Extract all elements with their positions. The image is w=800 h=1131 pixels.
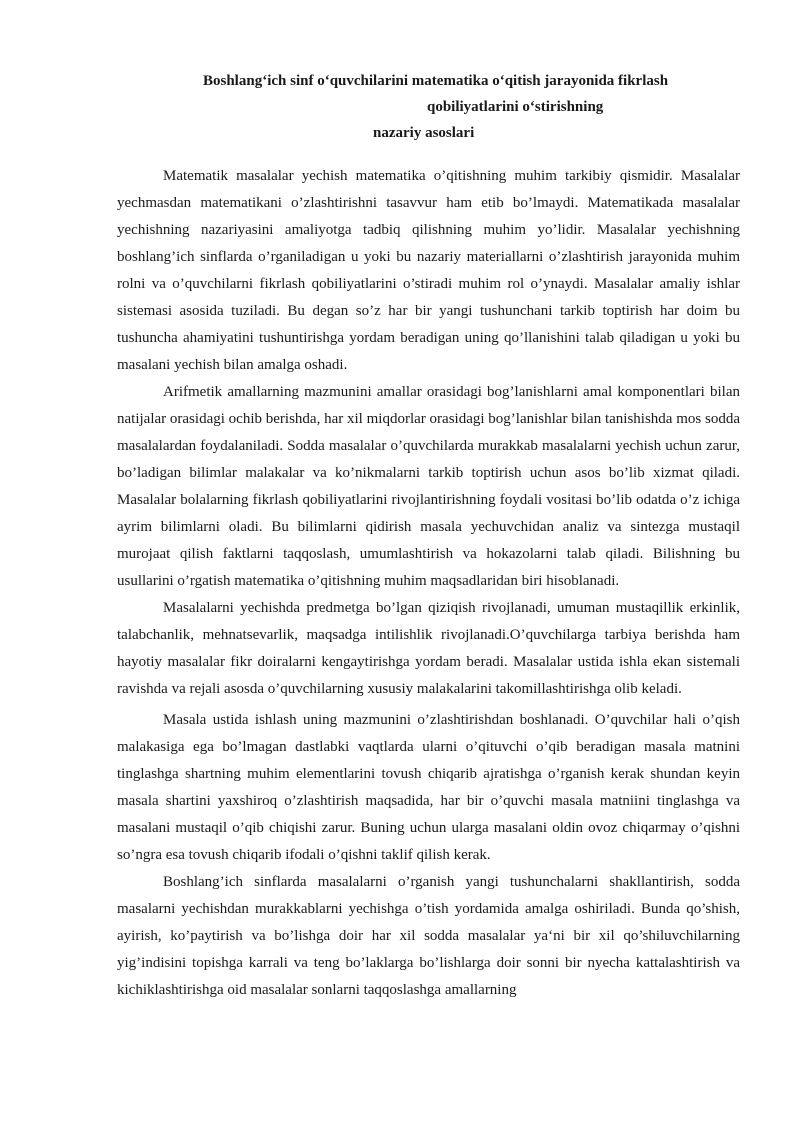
document-title [117, 68, 740, 146]
paragraph-2: Arifmetik amallarning mazmunini amallar orasidagi bog’lanishlarni amal komponentlari bilan natijalar orasidagi ochib berishda, har xil miqdorlar orasidagi bog’lanishlar bilan tanishishda mos sodda masalalardan foydalaniladi. Sodda masalalar o’quvchilarda murakkab masalalarni yechish uchun zarur, bo’ladigan bilimlar malakalar va ko’nikmalarni tarkib toptirish uchun asos bo’lib xizmat qiladi. Masalalar bolalarning fikrlash qobiliyatlarini rivojlantirishning foydali vositasi bo’lib odatda o’z ichiga ayrim bilimlarni oladi. Bu bilimlarni qidirish masala yechuvchidan analiz va sintezga mustaqil murojaat qilish faktlarni taqqoslash, umumlashtirish va hokazolarni talab qiladi. Bilishning bu usullarini o’rgatish matematika o’qitishning muhim maqsadlaridan biri hisoblanadi. [117, 384, 740, 589]
title-line-1: Boshlang‘ich sinf o‘quvchilarini matematika o‘qitish jarayonida fikrlash [203, 73, 669, 89]
document-body [117, 163, 740, 1004]
paragraph-5: Boshlang’ich sinflarda masalalarni o’rganish yangi tushunchalarni shakllantirish, sodda masalarni yechishdan murakkablarni yechishga o’tish yordamida amalga oshiriladi. Bunda qo’shish, ayirish, ko’paytirish va bo’lishga doir har xil sodda masalalar ya‘ni bir xil qo’shiluvchilarning yig’indisini topishga karrali va teng bo’laklarga bo’lishlarga doir sonni bir nyecha kattalashtirish va kichiklashtirishga oid masalalar sonlarni taqqoslashga amallarning [117, 874, 740, 998]
paragraph-1: Matematik masalalar yechish matematika o’qitishning muhim tarkibiy qismidir. Masalalar yechmasdan matematikani o’zlashtirishni tasavvur ham etib bo’lmaydi. Matematikada masalalar yechishning nazariyasini amaliyotga tadbiq qilishning muhim yo’lidir. Masalalar yechishning boshlang’ich sinflarda o’rganiladigan u yoki bu nazariy materiallarni o’zlashtirish jarayonida muhim rolni va o’quvchilarni fikrlash qobiliyatlarini o’stiradi muhim rol o’ynaydi. Masalalar amaliy ishlar sistemasi asosida tuziladi. Bu degan so’z har bir yangi tushunchani tarkib toptirish har doim bu tushuncha ahamiyatini tushuntirishga yordam beradigan uning qo’llanishini talab qiladigan u yoki bu masalani yechish bilan amalga oshadi. [117, 168, 740, 373]
paragraph-3: Masalalarni yechishda predmetga bo’lgan qiziqish rivojlanadi, umuman mustaqillik erkinlik, talabchanlik, mehnatsevarlik, maqsadga intilishlik rivojlanadi.O’quvchilarga tarbiya berishda ham hayotiy masalalar fikr doiralarni kengaytirishga yordam beradi. Masalalar ustida ishla ekan sistemali ravishda va rejali asosda o’quvchilarning xususiy malakalarini takomillashtirishga olib keladi. [117, 600, 740, 697]
title-line-3: nazariy asoslari [373, 125, 475, 141]
title-line-2: qobiliyatlarini o‘stirishning [427, 99, 604, 115]
paragraph-4: Masala ustida ishlash uning mazmunini o’zlashtirishdan boshlanadi. O’quvchilar hali o’qish malakasiga ega bo’lmagan dastlabki vaqtlarda ularni o’qituvchi o’qib beradigan masala matnini tinglashga shartning muhim elementlarini tovush chiqarib ajratishga o’rganish kerak shundan keyin masala shartini yaxshiroq o’zlashtirish maqsadida, har bir o’quvchi masala matniini tinglashga va masalani mustaqil o’qib chiqishi zarur. Buning uchun ularga masalani oldin ovoz chiqarmay o’qishni so’ngra esa tovush chiqarib ifodali o’qishni taklif qilish kerak. [117, 712, 740, 863]
